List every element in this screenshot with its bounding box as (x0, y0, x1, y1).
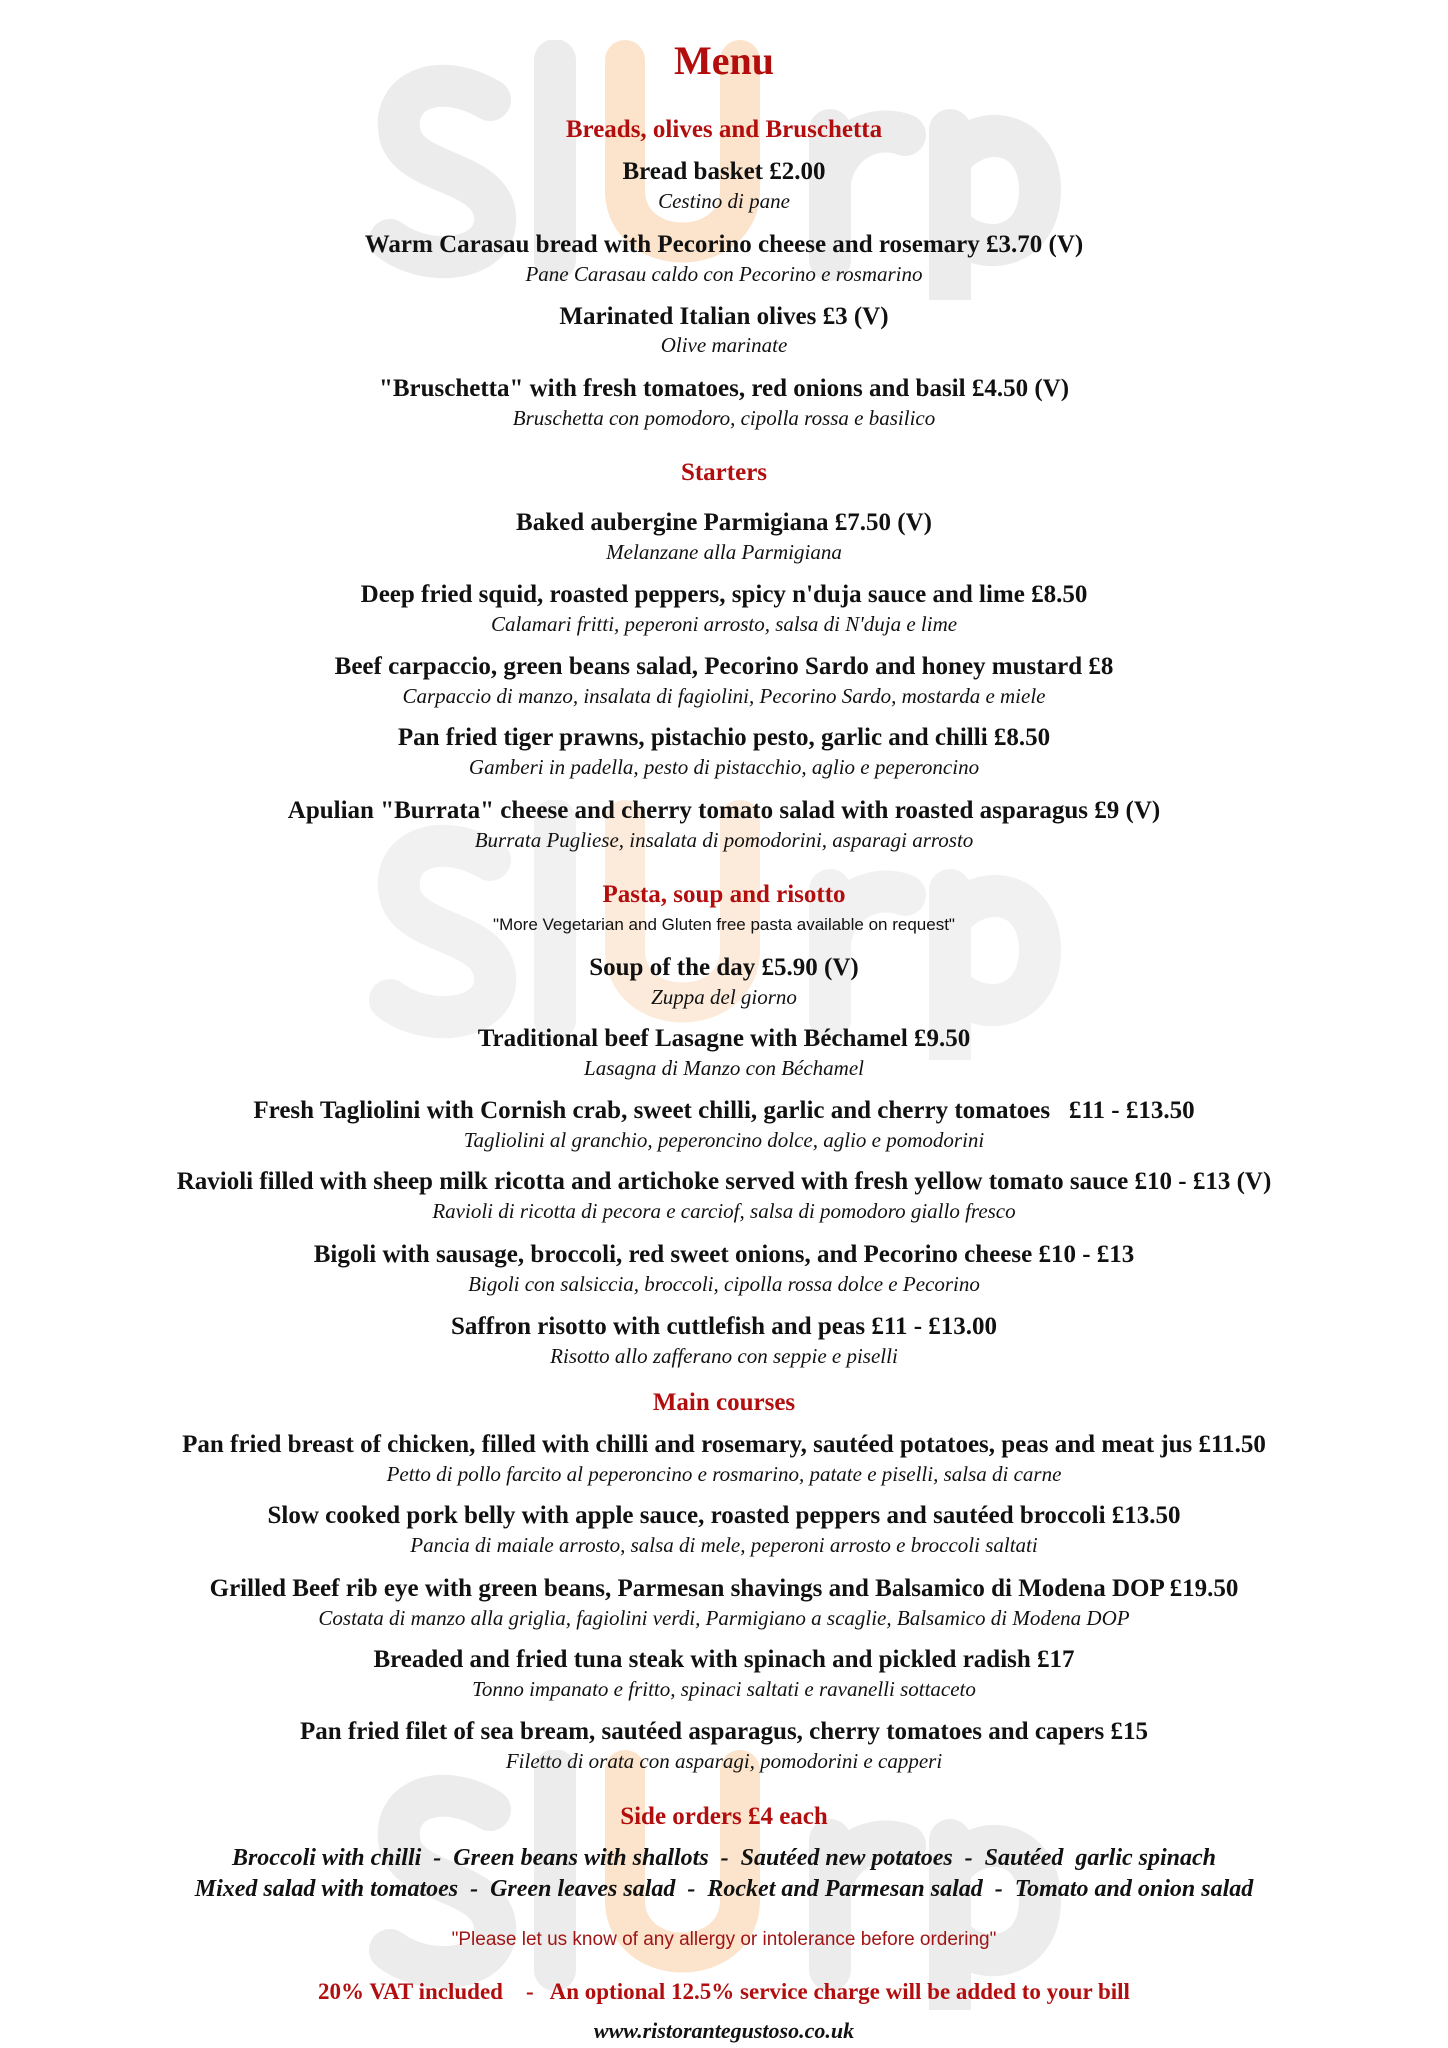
menu-item-name: Bigoli with sausage, broccoli, red sweet onions, and Pecorino cheese £10 - £13 (313, 1241, 1135, 1268)
vat-notice: 20% VAT included - An optional 12.5% service charge will be added to your bill (318, 1979, 1130, 2004)
menu-item-name: Traditional beef Lasagne with Béchamel £9.50 (477, 1025, 971, 1052)
section-heading: Pasta, soup and risotto (602, 881, 846, 908)
side-orders-line: Broccoli with chilli - Green beans with shallots - Sautéed new potatoes - Sautéed garlic spinach (231, 1845, 1217, 1871)
page-title: Menu (674, 38, 774, 83)
menu-item-name: Pan fried filet of sea bream, sautéed asparagus, cherry tomatoes and capers £15 (299, 1718, 1149, 1745)
menu-item-name: Bread basket £2.00 (622, 158, 826, 185)
menu-item-name: Warm Carasau bread with Pecorino cheese and rosemary £3.70 (V) (364, 231, 1084, 258)
website-link[interactable]: www.ristorantegustoso.co.uk (593, 2018, 855, 2043)
section-heading: Main courses (652, 1389, 796, 1416)
menu-item-name: Soup of the day £5.90 (V) (589, 954, 859, 981)
menu-item-italian: Costata di manzo alla griglia, fagiolini verdi, Parmigiano a scaglie, Balsamico di Modena DOP (318, 1606, 1130, 1630)
menu-item-name: Apulian "Burrata" cheese and cherry tomato salad with roasted asparagus £9 (V) (287, 797, 1161, 824)
menu-item-italian: Burrata Pugliese, insalata di pomodorini, asparagi arrosto (474, 828, 974, 852)
menu-item-italian: Tagliolini al granchio, peperoncino dolce, aglio e pomodorini (463, 1128, 985, 1152)
menu-item-name: Saffron risotto with cuttlefish and peas £11 - £13.00 (450, 1313, 998, 1340)
menu-item-name: Fresh Tagliolini with Cornish crab, sweet chilli, garlic and cherry tomatoes £11 - £13.50 (253, 1097, 1195, 1124)
menu-item-italian: Gamberi in padella, pesto di pistacchio, aglio e peperoncino (468, 755, 980, 779)
menu-item-name: "Bruschetta" with fresh tomatoes, red onions and basil £4.50 (V) (378, 375, 1070, 402)
section-heading: Starters (680, 459, 768, 486)
menu-item-italian: Carpaccio di manzo, insalata di fagiolini, Pecorino Sardo, mostarda e miele (402, 684, 1046, 708)
menu-item-name: Pan fried tiger prawns, pistachio pesto, garlic and chilli £8.50 (397, 724, 1051, 751)
side-orders-heading: Side orders £4 each (620, 1803, 828, 1830)
menu-item-italian: Olive marinate (660, 333, 788, 357)
menu-item-italian: Risotto allo zafferano con seppie e piselli (550, 1344, 898, 1368)
menu-item-name: Beef carpaccio, green beans salad, Pecorino Sardo and honey mustard £8 (334, 653, 1114, 680)
section-note: "More Vegetarian and Gluten free pasta available on request" (493, 915, 955, 934)
menu-item-italian: Lasagna di Manzo con Béchamel (584, 1056, 864, 1080)
menu-item-italian: Filetto di orata con asparagi, pomodorini e capperi (505, 1749, 943, 1773)
menu-item-italian: Pane Carasau caldo con Pecorino e rosmarino (525, 262, 923, 286)
side-orders-line: Mixed salad with tomatoes - Green leaves salad - Rocket and Parmesan salad - Tomato and onion salad (194, 1876, 1254, 1902)
menu-item-italian: Ravioli di ricotta di pecora e carciof, salsa di pomodoro giallo fresco (432, 1199, 1016, 1223)
menu-item-name: Deep fried squid, roasted peppers, spicy n'duja sauce and lime £8.50 (360, 581, 1088, 608)
allergy-notice: "Please let us know of any allergy or intolerance before ordering" (451, 1929, 997, 1950)
menu-item-italian: Bruschetta con pomodoro, cipolla rossa e basilico (512, 406, 936, 430)
section-heading: Breads, olives and Bruschetta (565, 116, 883, 143)
menu-item-italian: Zuppa del giorno (651, 985, 797, 1009)
menu-item-italian: Cestino di pane (658, 189, 790, 213)
menu-item-name: Grilled Beef rib eye with green beans, Parmesan shavings and Balsamico di Modena DOP £19.50 (209, 1575, 1239, 1602)
menu-item-name: Ravioli filled with sheep milk ricotta and artichoke served with fresh yellow tomato sauce £10 - £13 (V) (176, 1168, 1272, 1195)
menu-item-italian: Bigoli con salsiccia, broccoli, cipolla rossa dolce e Pecorino (468, 1272, 980, 1296)
menu-item-name: Pan fried breast of chicken, filled with chilli and rosemary, sautéed potatoes, peas and meat jus £11.50 (182, 1431, 1266, 1458)
menu-item-name: Baked aubergine Parmigiana £7.50 (V) (516, 509, 932, 536)
menu-item-name: Breaded and fried tuna steak with spinach and pickled radish £17 (373, 1646, 1075, 1673)
menu-item-name: Marinated Italian olives £3 (V) (559, 303, 889, 330)
menu-item-name: Slow cooked pork belly with apple sauce, roasted peppers and sautéed broccoli £13.50 (267, 1502, 1181, 1529)
menu-item-italian: Melanzane alla Parmigiana (606, 540, 842, 564)
menu-item-italian: Pancia di maiale arrosto, salsa di mele, peperoni arrosto e broccoli saltati (410, 1533, 1038, 1557)
menu-item-italian: Calamari fritti, peperoni arrosto, salsa di N'duja e lime (490, 612, 958, 636)
menu-item-italian: Tonno impanato e fritto, spinaci saltati e ravanelli sottaceto (472, 1677, 976, 1701)
menu-item-italian: Petto di pollo farcito al peperoncino e rosmarino, patate e piselli, salsa di carne (386, 1462, 1062, 1486)
